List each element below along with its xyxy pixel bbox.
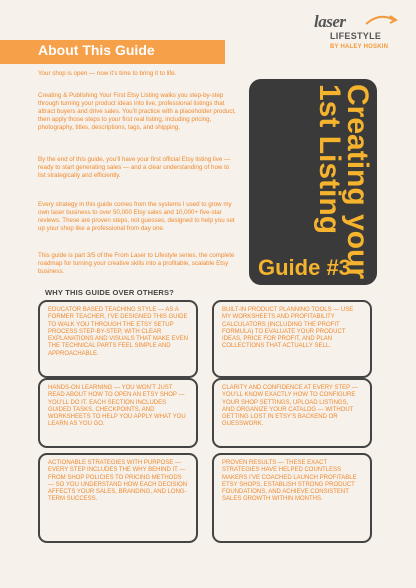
feature-box-planning-tools: BUILT-IN PRODUCT PLANNING TOOLS — USE MY WORKSHEETS AND PROFITABILITY CALCULATORS (INCLUDING THE PROFIT FORMULA) TO EVALUATE YOUR PRODUCT IDEAS, PRICE FOR PROFIT, AND PLAN COLLECTIONS THAT ACTUALLY SELL. xyxy=(212,300,372,378)
guide-cover-title: Creating your 1st Listing xyxy=(313,84,374,280)
feature-box-results: PROVEN RESULTS — THESE EXACT STRATEGIES HAVE HELPED COUNTLESS MAKERS I’VE COACHED LAUNCH PROFITABLE ETSY SHOPS, ESTABLISH STRONG PRODUCT FOUNDATIONS, AND ACHIEVE CONSISTENT SALES GROWTH WITHIN MONTHS. xyxy=(212,453,372,543)
feature-box-hands-on: HANDS-ON LEARNING — YOU WON’T JUST READ ABOUT HOW TO OPEN AN ETSY SHOP — YOU’LL DO IT. EACH SECTION INCLUDES GUIDED TASKS, CHECKPOINTS, AND WORKSHEETS TO HELP YOU APPLY WHAT YOU LEARN AS YOU GO. xyxy=(38,378,198,448)
why-heading: WHY THIS GUIDE OVER OTHERS? xyxy=(45,288,175,297)
description-paragraph: Creating & Publishing Your First Etsy Listing walks you step-by-step through turning your product ideas into live, professional listings that attract buyers and drive sales. You’ll practice with a placeholder product, then apply those steps to your first real listing, including pricing, photography, titles, descriptions, tags, and shipping. xyxy=(38,92,236,131)
logo-line-1: laser xyxy=(314,12,346,31)
intro-paragraph: Your shop is open — now it’s time to bring it to life. xyxy=(38,70,177,77)
logo-line-3: BY HALEY HOSKIN xyxy=(330,44,389,50)
guide-number: Guide #3 xyxy=(258,255,351,280)
feature-box-clarity: CLARITY AND CONFIDENCE AT EVERY STEP — YOU’LL KNOW EXACTLY HOW TO CONFIGURE YOUR SHOP SETTINGS, UPLOAD LISTINGS, AND ORGANIZE YOUR CATALOG — WITHOUT GETTING LOST IN ETSY’S BACKEND OR GUESSWORK. xyxy=(212,378,372,448)
logo xyxy=(306,12,406,60)
feature-box-actionable: ACTIONABLE STRATEGIES WITH PURPOSE — EVERY STEP INCLUDES THE WHY BEHIND IT — FROM SHOP POLICIES TO PRICING METHODS — SO YOU UNDERSTAND HOW EACH DECISION AFFECTS YOUR SALES, BRANDING, AND LONG-TERM SUCCESS. xyxy=(38,453,198,543)
logo-line-2: LIFESTYLE xyxy=(330,31,382,41)
series-paragraph: This guide is part 3/5 of the From Laser to Lifestyle series, the complete roadmap for turning your creative skills into a profitable, scalable Etsy business. xyxy=(38,252,235,275)
outcome-paragraph: By the end of this guide, you’ll have your first official Etsy listing live — ready to start generating sales — and a clear understanding of how to list strategically and efficiently. xyxy=(38,156,231,179)
page-title: About This Guide xyxy=(38,42,155,58)
strategy-paragraph: Every strategy in this guide comes from the systems I used to grow my own laser business to over 50,000 Etsy sales and 10,000+ five-star reviews. These are proven steps, not guesses, designed to help you set up your shop like a professional from day one. xyxy=(38,201,235,232)
swoosh-icon xyxy=(364,14,400,28)
feature-box-teaching-style: EDUCATOR BASED TEACHING STYLE — AS A FORMER TEACHER, I’VE DESIGNED THIS GUIDE TO WALK YOU THROUGH THE ETSY SETUP PROCESS STEP-BY-STEP, WITH CLEAR EXPLANATIONS AND VISUALS THAT MAKE EVEN THE TECHNICAL PARTS FEEL SIMPLE AND APPROACHABLE. xyxy=(38,300,198,378)
